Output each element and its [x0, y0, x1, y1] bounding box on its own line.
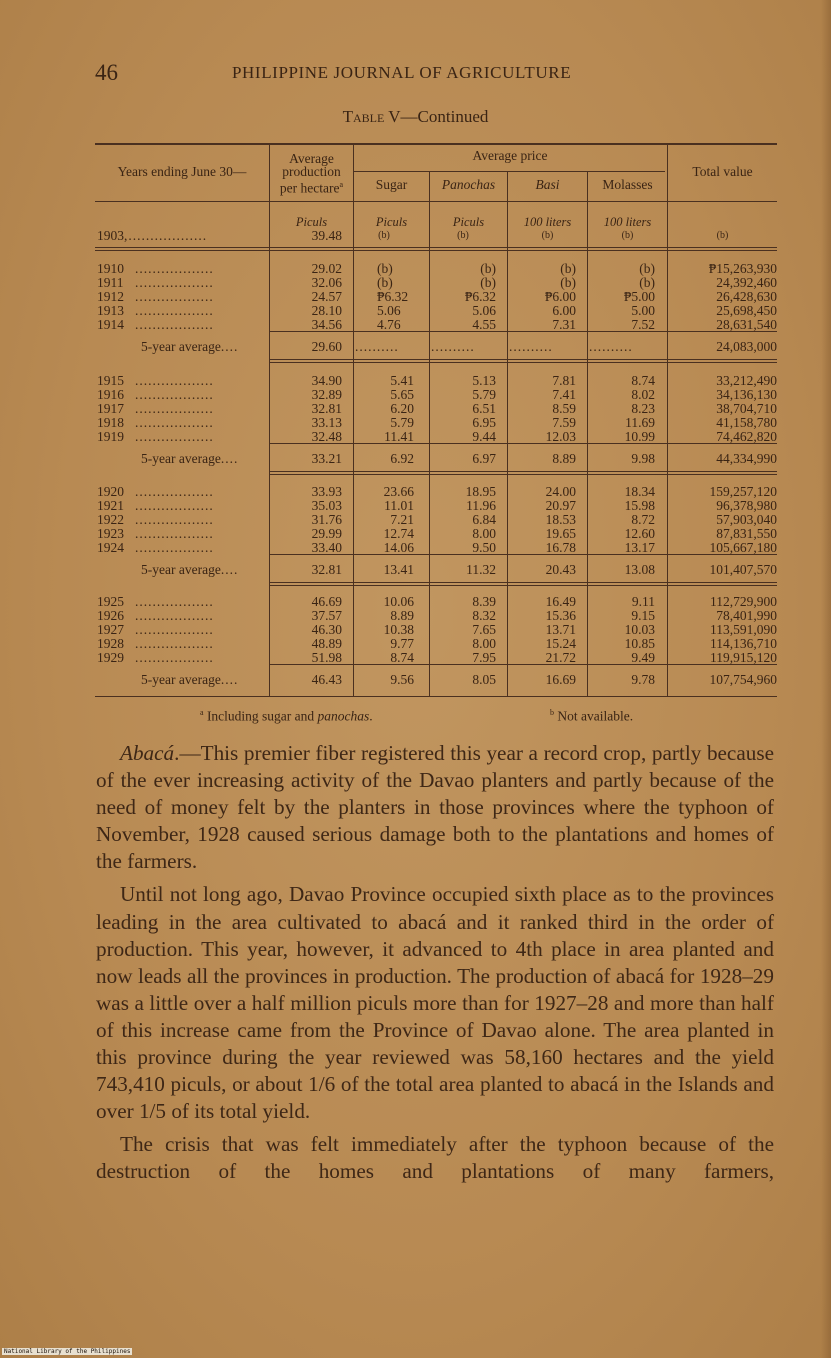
table-bottom-rule	[95, 696, 777, 697]
group-1910-molasses: (b) (b) ₱5.00 5.00 7.52	[623, 261, 655, 332]
header-years: Years ending June 30—	[117, 164, 247, 179]
group-1915-sugar: 5.41 5.65 6.20 5.79 11.41	[384, 373, 414, 444]
table-title-rest: V—Continued	[384, 107, 489, 126]
rule-1903-b	[95, 250, 777, 251]
group-1920-years: 1920 1921 1922 1923 1924	[97, 484, 124, 555]
header-avg-prod-2: production	[282, 164, 341, 179]
row-1903-prod: 39.48	[311, 228, 342, 243]
rule-avg2-a	[269, 471, 777, 472]
header-bottom-rule	[95, 201, 777, 202]
table-top-rule	[95, 143, 777, 145]
journal-title: PHILIPPINE JOURNAL OF AGRICULTURE	[232, 63, 572, 82]
header-avg-prod-3: per hectare$^a$	[279, 180, 344, 196]
group-1925-avg-sugar: 9.56	[390, 672, 414, 687]
group-1925-sugar: 10.06 8.89 10.38 9.77 8.74	[383, 594, 414, 665]
unit-molasses: 100 liters	[603, 215, 652, 229]
group-1920-avg-panochas: 11.32	[466, 562, 496, 577]
footnote-b: $^b$ Not available.	[550, 708, 634, 724]
table-title	[0, 107, 831, 127]
group-1920-molasses: 18.34 15.98 8.72 12.60 13.17	[624, 484, 655, 555]
group-1920-avg-molasses: 13.08	[624, 562, 655, 577]
group-1920-avg-sugar: 13.41	[383, 562, 414, 577]
header-avg-prod-1: Average	[289, 151, 334, 166]
page-header	[95, 60, 775, 86]
group-1915-panochas: 5.13 5.79 6.51 6.95 9.44	[472, 373, 496, 444]
body-text	[96, 740, 774, 1186]
group-1920-prod: 33.93 35.03 31.76 29.99 33.40	[311, 484, 342, 555]
group-1925-leaders: .................. .................. .................. .................. ..................	[135, 594, 214, 665]
group-1910-prod: 29.02 32.06 24.57 28.10 34.56	[311, 261, 342, 332]
header-total: Total value	[692, 164, 753, 179]
group-1910-total: ₱15,263,930 24,392,460 26,428,630 25,698,450 28,631,540	[708, 261, 777, 332]
group-1915-years: 1915 1916 1917 1918 1919	[97, 373, 124, 444]
group-1915-total: 33,212,490 34,136,130 38,704,710 41,158,780 74,462,820	[716, 373, 777, 444]
header-molasses: Molasses	[602, 177, 653, 192]
group-1925-total: 112,729,900 78,401,990 113,591,090 114,136,710 119,915,120	[710, 594, 777, 665]
group-1915-avg-basi: 8.89	[552, 451, 576, 466]
group-1920-avg-basi: 20.43	[545, 562, 576, 577]
unit-panochas: Piculs	[452, 215, 485, 229]
group-1920-basi: 24.00 20.97 18.53 19.65 16.78	[545, 484, 576, 555]
row-1903-molasses: (b)	[621, 230, 634, 241]
group-1915-avg-prod: 33.21	[311, 451, 342, 466]
paragraph-crisis: The crisis that was felt immediately after the typhoon because of the destruction of the homes and plantations of many farmers,	[96, 1132, 774, 1184]
group-1910-sugar: (b) (b) ₱6.32 5.06 4.76	[377, 261, 409, 332]
group-1920-avg-prod: 32.81	[311, 562, 342, 577]
group-1910-basi: (b) (b) ₱6.00 6.00 7.31	[544, 261, 576, 332]
group-1910-panochas: (b) (b) ₱6.32 5.06 4.55	[464, 261, 496, 332]
group-1920-sugar: 23.66 11.01 7.21 12.74 14.06	[383, 484, 414, 555]
group-1910-avg-label: 5-year average....	[141, 339, 239, 354]
group-1925-panochas: 8.39 8.32 7.65 8.00 7.95	[472, 594, 496, 665]
table-title-prefix: Table	[342, 107, 385, 126]
group-1910-avg-total: 24,083,000	[716, 339, 777, 354]
unit-sugar: Piculs	[375, 215, 408, 229]
group-1915-avg-sugar: 6.92	[390, 451, 414, 466]
data-table	[95, 143, 777, 697]
rule-avg1-a	[269, 359, 777, 360]
group-1925-basi: 16.49 15.36 13.71 15.24 21.72	[545, 594, 576, 665]
footnote-a: $^a$ Including sugar and panochas.	[200, 708, 373, 724]
page-number: 46	[95, 60, 118, 85]
group-1910-avg-prod: 29.60	[311, 339, 342, 354]
group-1925-prod: 46.69 37.57 46.30 48.89 51.98	[311, 594, 342, 665]
group-1915-avg-panochas: 6.97	[472, 451, 496, 466]
group-1925-avg-molasses: 9.78	[631, 672, 655, 687]
fraction-one-fifth: 1/5	[138, 1099, 167, 1124]
paragraph-abaca: Abacá.—This premier fiber registered this year a record crop, partly because of the ever increasing activity of the Davao planters and partly because of the need of money felt by the planters in those provinces where the typhoon of November, 1928 caused serious damage both to the plantations and homes of the farmers.	[96, 741, 774, 874]
group-1925-avg-total: 107,754,960	[709, 672, 777, 687]
group-1915-avg-molasses: 9.98	[631, 451, 655, 466]
group-1910-years: 1910 1911 1912 1913 1914	[97, 261, 124, 332]
row-1903-year: 1903,..................	[97, 228, 208, 243]
group-1925-avg-basi: 16.69	[545, 672, 576, 687]
page-edge-shadow	[821, 0, 831, 1358]
group-1910-avg-basi: ..........	[509, 339, 553, 354]
unit-prod: Piculs	[295, 215, 328, 229]
group-1920-avg-total: 101,407,570	[709, 562, 777, 577]
rule-avg2-b	[269, 474, 777, 475]
rule-avg3-b	[269, 585, 777, 586]
fraction-one-sixth: 1/6	[308, 1072, 336, 1097]
paragraph-davao: Until not long ago, Davao Province occupied sixth place as to the provinces leading in the area cultivated to abacá and it ranked third in the order of production. This year, however, it advanced to 4th place in area planted and now leads all the provinces in production. The production of abacá for 1928–29 was a little over a half million piculs more than for 1927–28 and more than half of this increase came from the Province of Davao alone. The area planted in this province during the year reviewed was 58,160 hectares and the yield 743,410 piculs, or about 1/6 of the total area planted to abacá in the Islands and over 1/5 of its total yield.	[96, 882, 774, 1124]
group-1910-leaders: .................. .................. .................. .................. ..................	[135, 261, 214, 332]
rule-avg3-a	[269, 582, 777, 583]
library-watermark: National Library of the Philippines	[4, 1348, 131, 1355]
header-panochas: Panochas	[441, 177, 496, 192]
group-1925-avg-panochas: 8.05	[472, 672, 496, 687]
header-sugar: Sugar	[375, 177, 408, 192]
row-1903-total: (b)	[716, 230, 729, 241]
group-1915-avg-total: 44,334,990	[716, 451, 777, 466]
row-1903-sugar: (b)	[378, 230, 390, 241]
group-1925-molasses: 9.11 9.15 10.03 10.85 9.49	[624, 594, 655, 665]
group-1920-panochas: 18.95 11.96 6.84 8.00 9.50	[465, 484, 496, 555]
price-header-rule	[353, 171, 665, 172]
group-1925-years: 1925 1926 1927 1928 1929	[97, 594, 124, 665]
group-1920-total: 159,257,120 96,378,980 57,903,040 87,831,550 105,667,180	[709, 484, 777, 555]
header-avg-price: Average price	[472, 148, 548, 163]
rule-1903-a	[95, 247, 777, 248]
group-1910-avg-panochas: ..........	[431, 339, 475, 354]
group-1915-molasses: 8.74 8.02 8.23 11.69 10.99	[624, 373, 655, 444]
group-1915-prod: 34.90 32.89 32.81 33.13 32.48	[311, 373, 342, 444]
group-1920-avg-label: 5-year average....	[141, 562, 239, 577]
group-1915-basi: 7.81 7.41 8.59 7.59 12.03	[545, 373, 576, 444]
group-1925-avg-label: 5-year average....	[141, 672, 239, 687]
group-1925-avg-prod: 46.43	[311, 672, 342, 687]
group-1910-avg-molasses: ..........	[589, 339, 633, 354]
group-1915-avg-label: 5-year average....	[141, 451, 239, 466]
header-basi: Basi	[535, 177, 560, 192]
unit-basi: 100 liters	[523, 215, 572, 229]
group-1915-leaders: .................. .................. .................. .................. ..................	[135, 373, 214, 444]
rule-avg1-b	[269, 362, 777, 363]
group-1920-leaders: .................. .................. .................. .................. ..................	[135, 484, 214, 555]
row-1903-basi: (b)	[541, 230, 554, 241]
row-1903-panochas: (b)	[457, 230, 469, 241]
group-1910-avg-sugar: ..........	[355, 339, 399, 354]
